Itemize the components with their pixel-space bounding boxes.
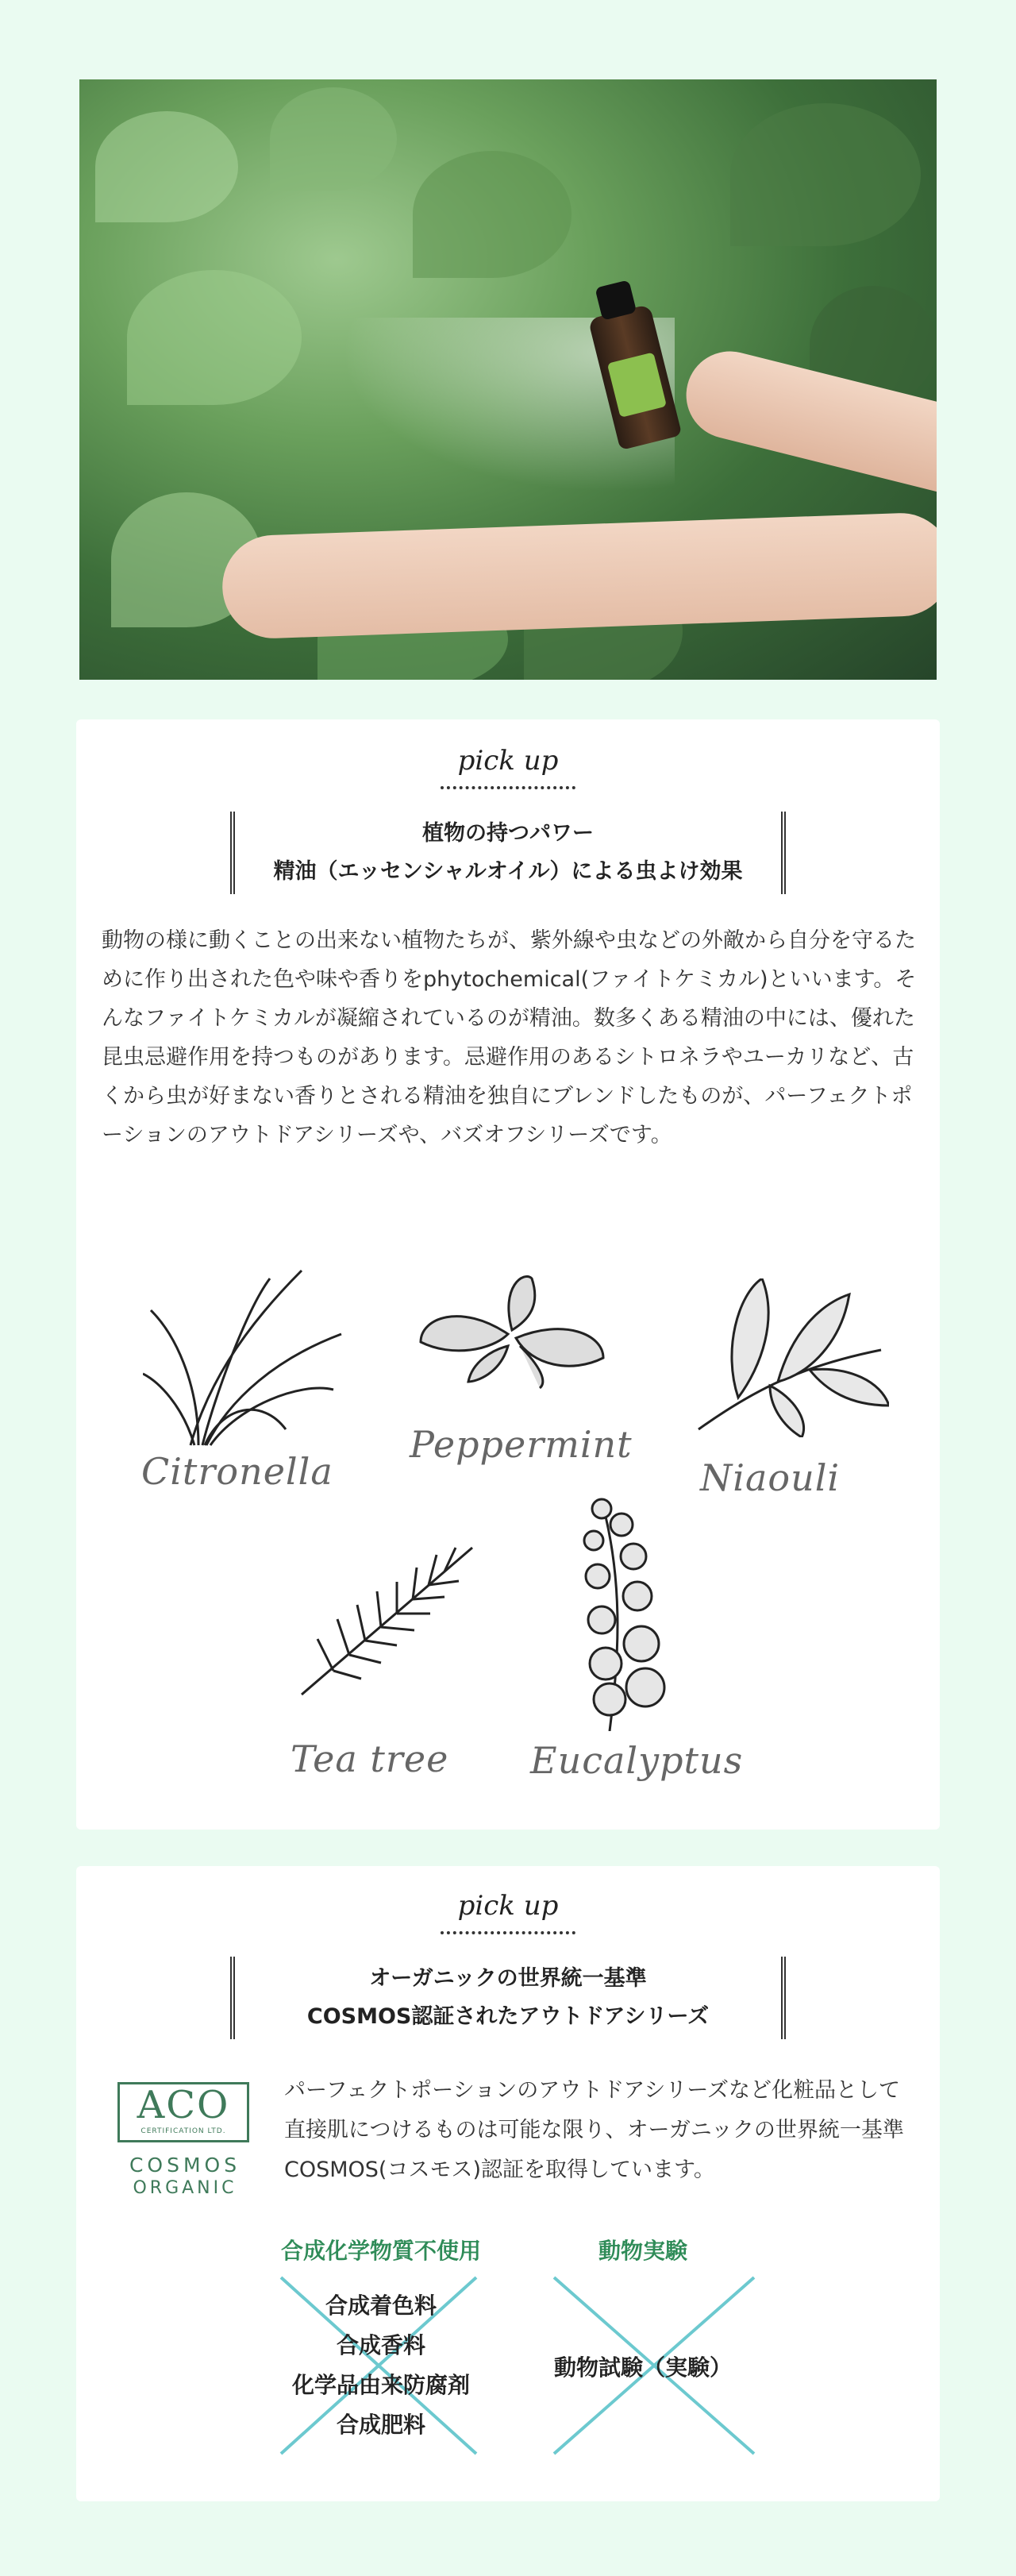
pickup-label: pick up [457, 745, 559, 777]
list-item: 合成肥料 [336, 2412, 425, 2438]
section-heading [230, 812, 786, 894]
organic-text: ORGANIC [133, 2178, 237, 2198]
cosmos-description: パーフェクトポーションのアウトドアシリーズなど化粧品として直接肌につけるものは可能な限り、オーガニックの世界統一基準COSMOS(コスモス)認証を取得しています。 [284, 2078, 904, 2182]
herb-name-peppermint: Peppermint [410, 1423, 633, 1466]
eucalyptus-illustration [578, 1493, 689, 1731]
heading-line1: 植物の持つパワー [422, 821, 594, 846]
herb-name-tea-tree: Tea tree [291, 1737, 449, 1780]
aco-badge [117, 2082, 249, 2142]
citronella-illustration [143, 1263, 349, 1453]
hero-photo [79, 79, 937, 680]
herb-name-eucalyptus: Eucalyptus [530, 1739, 744, 1782]
heading-line2: 精油（エッセンシャルオイル）による虫よけ効果 [273, 859, 743, 884]
aco-cosmos-logo [117, 2082, 252, 2200]
list-item: 動物試験（実験） [553, 2354, 732, 2381]
list-item: 合成香料 [336, 2332, 425, 2358]
section-heading [230, 1957, 786, 2039]
phytochemical-description: 動物の様に動くことの出来ない植物たちが、紫外線や虫などの外敵から自分を守るために作り出された色や味や香りをphytochemical(ファイトケミカル)といいます。そんなファイトケミカルが凝縮されているのが精油。数多くある精油の中には、優れた昆虫忌避作用を持つものがあります。忌避作用のあるシトロネラやユーカリなど、古くから虫が好まない香りとされる精油を独自にブレンドしたものが、パーフェクトポーションのアウトドアシリーズや、バズオフシリーズです。 [102, 928, 917, 1147]
tea-tree-illustration [294, 1544, 476, 1703]
pickup-underline [441, 786, 575, 789]
herb-name-niaouli: Niaouli [700, 1456, 841, 1499]
animal-testing-heading: 動物実験 [598, 2238, 687, 2264]
cosmos-text: COSMOS [129, 2154, 241, 2177]
list-item: 化学品由来防腐剤 [291, 2372, 470, 2398]
peppermint-illustration [413, 1271, 611, 1390]
niaouli-illustration [691, 1278, 889, 1437]
heading-line2: COSMOS認証されたアウトドアシリーズ [306, 2004, 710, 2029]
list-item: 合成着色料 [325, 2293, 437, 2319]
heading-line1: オーガニックの世界統一基準 [369, 1966, 647, 1991]
pickup-label: pick up [457, 1890, 559, 1922]
aco-text: ACO [137, 2083, 230, 2127]
pickup-underline [441, 1931, 575, 1934]
herb-name-citronella: Citronella [141, 1450, 333, 1493]
aco-cert-text: CERTIFICATION LTD. [140, 2127, 226, 2135]
no-synthetic-chemicals-heading: 合成化学物質不使用 [280, 2238, 481, 2264]
